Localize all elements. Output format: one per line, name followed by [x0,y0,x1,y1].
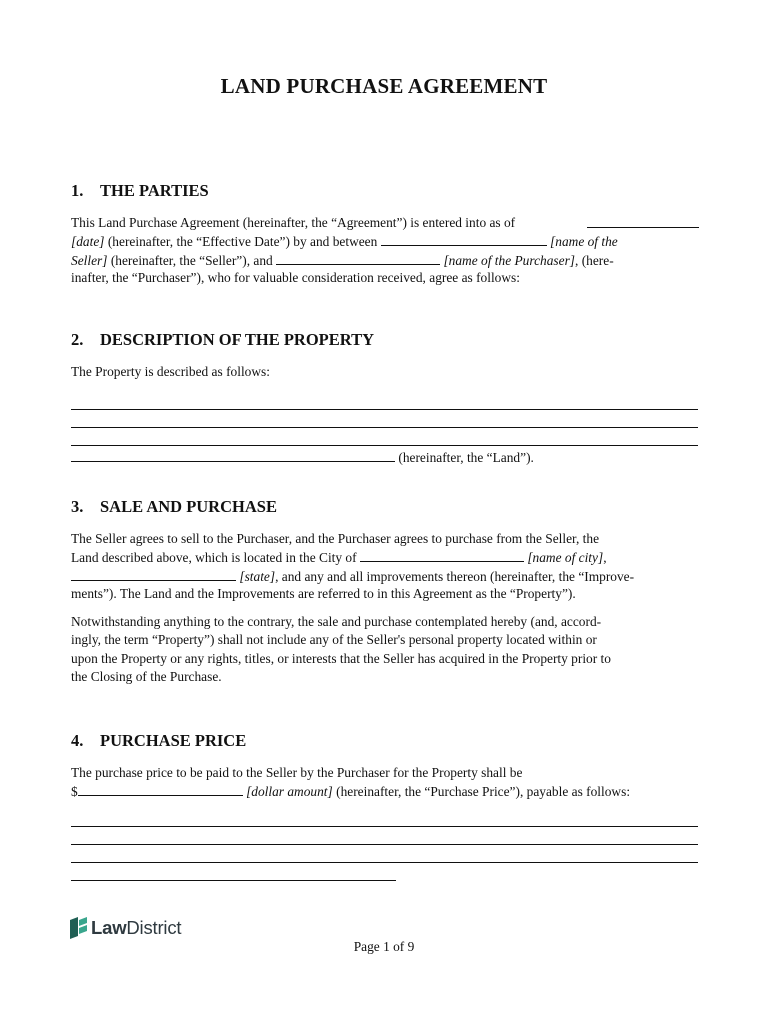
dollar-amount-blank [78,782,243,796]
section-1-number: 1. [71,181,84,200]
section-1-title: THE PARTIES [100,181,209,200]
lawdistrict-mark-icon [70,917,87,939]
payment-terms-line-1 [71,826,698,827]
section-1-paragraph [71,214,699,287]
city-blank [360,548,524,562]
payment-terms-line-3 [71,862,698,863]
property-description-last-line: (hereinafter, the “Land”). [71,448,699,466]
section-2-title: DESCRIPTION OF THE PROPERTY [100,330,374,349]
section-2-heading [71,330,374,350]
seller-name-blank [381,232,547,246]
paragraph-line: upon the Property or any rights, titles, or interests that the Seller has acquired in the Property prior to [71,650,611,666]
section-4-paragraph [71,764,699,801]
section-2-number: 2. [71,330,84,349]
lawdistrict-wordmark: LawDistrict [91,917,182,938]
paragraph-line: $ [dollar amount] (hereinafter, the “Purchase Price”), payable as follows: [71,784,631,800]
page-number: Page 1 of 9 [353,939,415,954]
city-placeholder: [name of city] [527,550,604,566]
section-3-heading [71,497,277,517]
paragraph-line: ments”). The Land and the Improvements are referred to in this Agreement as the “Property”). [71,585,576,601]
paragraph-line: inafter, the “Purchaser”), who for valuable consideration received, agree as follows: [71,269,520,285]
paragraph-line: Seller] (hereinafter, the “Seller”), and [name of the Purchaser], (here- [71,252,614,268]
paragraph-line: [state], and any and all improvements thereon (hereinafter, the “Improve- [71,567,699,585]
date-placeholder: [date] [71,234,105,250]
paragraph-line: This Land Purchase Agreement (hereinafter, the “Agreement”) is entered into as of [71,214,699,232]
paragraph-line: The Seller agrees to sell to the Purchaser, and the Purchaser agrees to purchase from the Seller, the [71,531,600,546]
seller-name-placeholder: [name of the [550,234,618,250]
document-title: LAND PURCHASE AGREEMENT [220,74,548,98]
paragraph-line: Land described above, which is located in the City of [name of city], [71,550,607,566]
state-blank [71,567,236,581]
paragraph-line: The purchase price to be paid to the Seller by the Purchaser for the Property shall be [71,765,523,780]
section-4-title: PURCHASE PRICE [100,731,247,750]
section-2-intro: The Property is described as follows: [71,364,270,379]
paragraph-line: [date] (hereinafter, the “Effective Date”) by and between [name of the [71,234,618,250]
paragraph-line: ingly, the term “Property”) shall not include any of the Seller's personal property located within or [71,632,597,648]
date-blank [587,214,699,228]
property-description-line-1 [71,409,698,410]
purchaser-name-placeholder: [name of the Purchaser] [443,252,575,268]
dollar-amount-placeholder: [dollar amount] [246,784,333,800]
property-description-line-2 [71,427,698,428]
purchaser-name-blank [276,251,440,265]
lawdistrict-logo [70,917,181,939]
payment-terms-line-2 [71,844,698,845]
paragraph-line: the Closing of the Purchase. [71,668,222,684]
state-placeholder: [state] [239,568,276,584]
section-3-number: 3. [71,497,84,516]
section-1-heading [71,181,209,201]
section-3-paragraph-2 [71,613,699,686]
property-description-blank [71,448,395,462]
section-3-paragraph-1 [71,530,699,603]
payment-terms-line-4 [71,880,396,881]
section-3-title: SALE AND PURCHASE [100,497,277,516]
paragraph-line: Notwithstanding anything to the contrary, the sale and purchase contemplated hereby (and, accord- [71,614,602,629]
section-4-heading [71,731,246,751]
section-4-number: 4. [71,731,84,750]
property-description-line-3 [71,445,698,446]
